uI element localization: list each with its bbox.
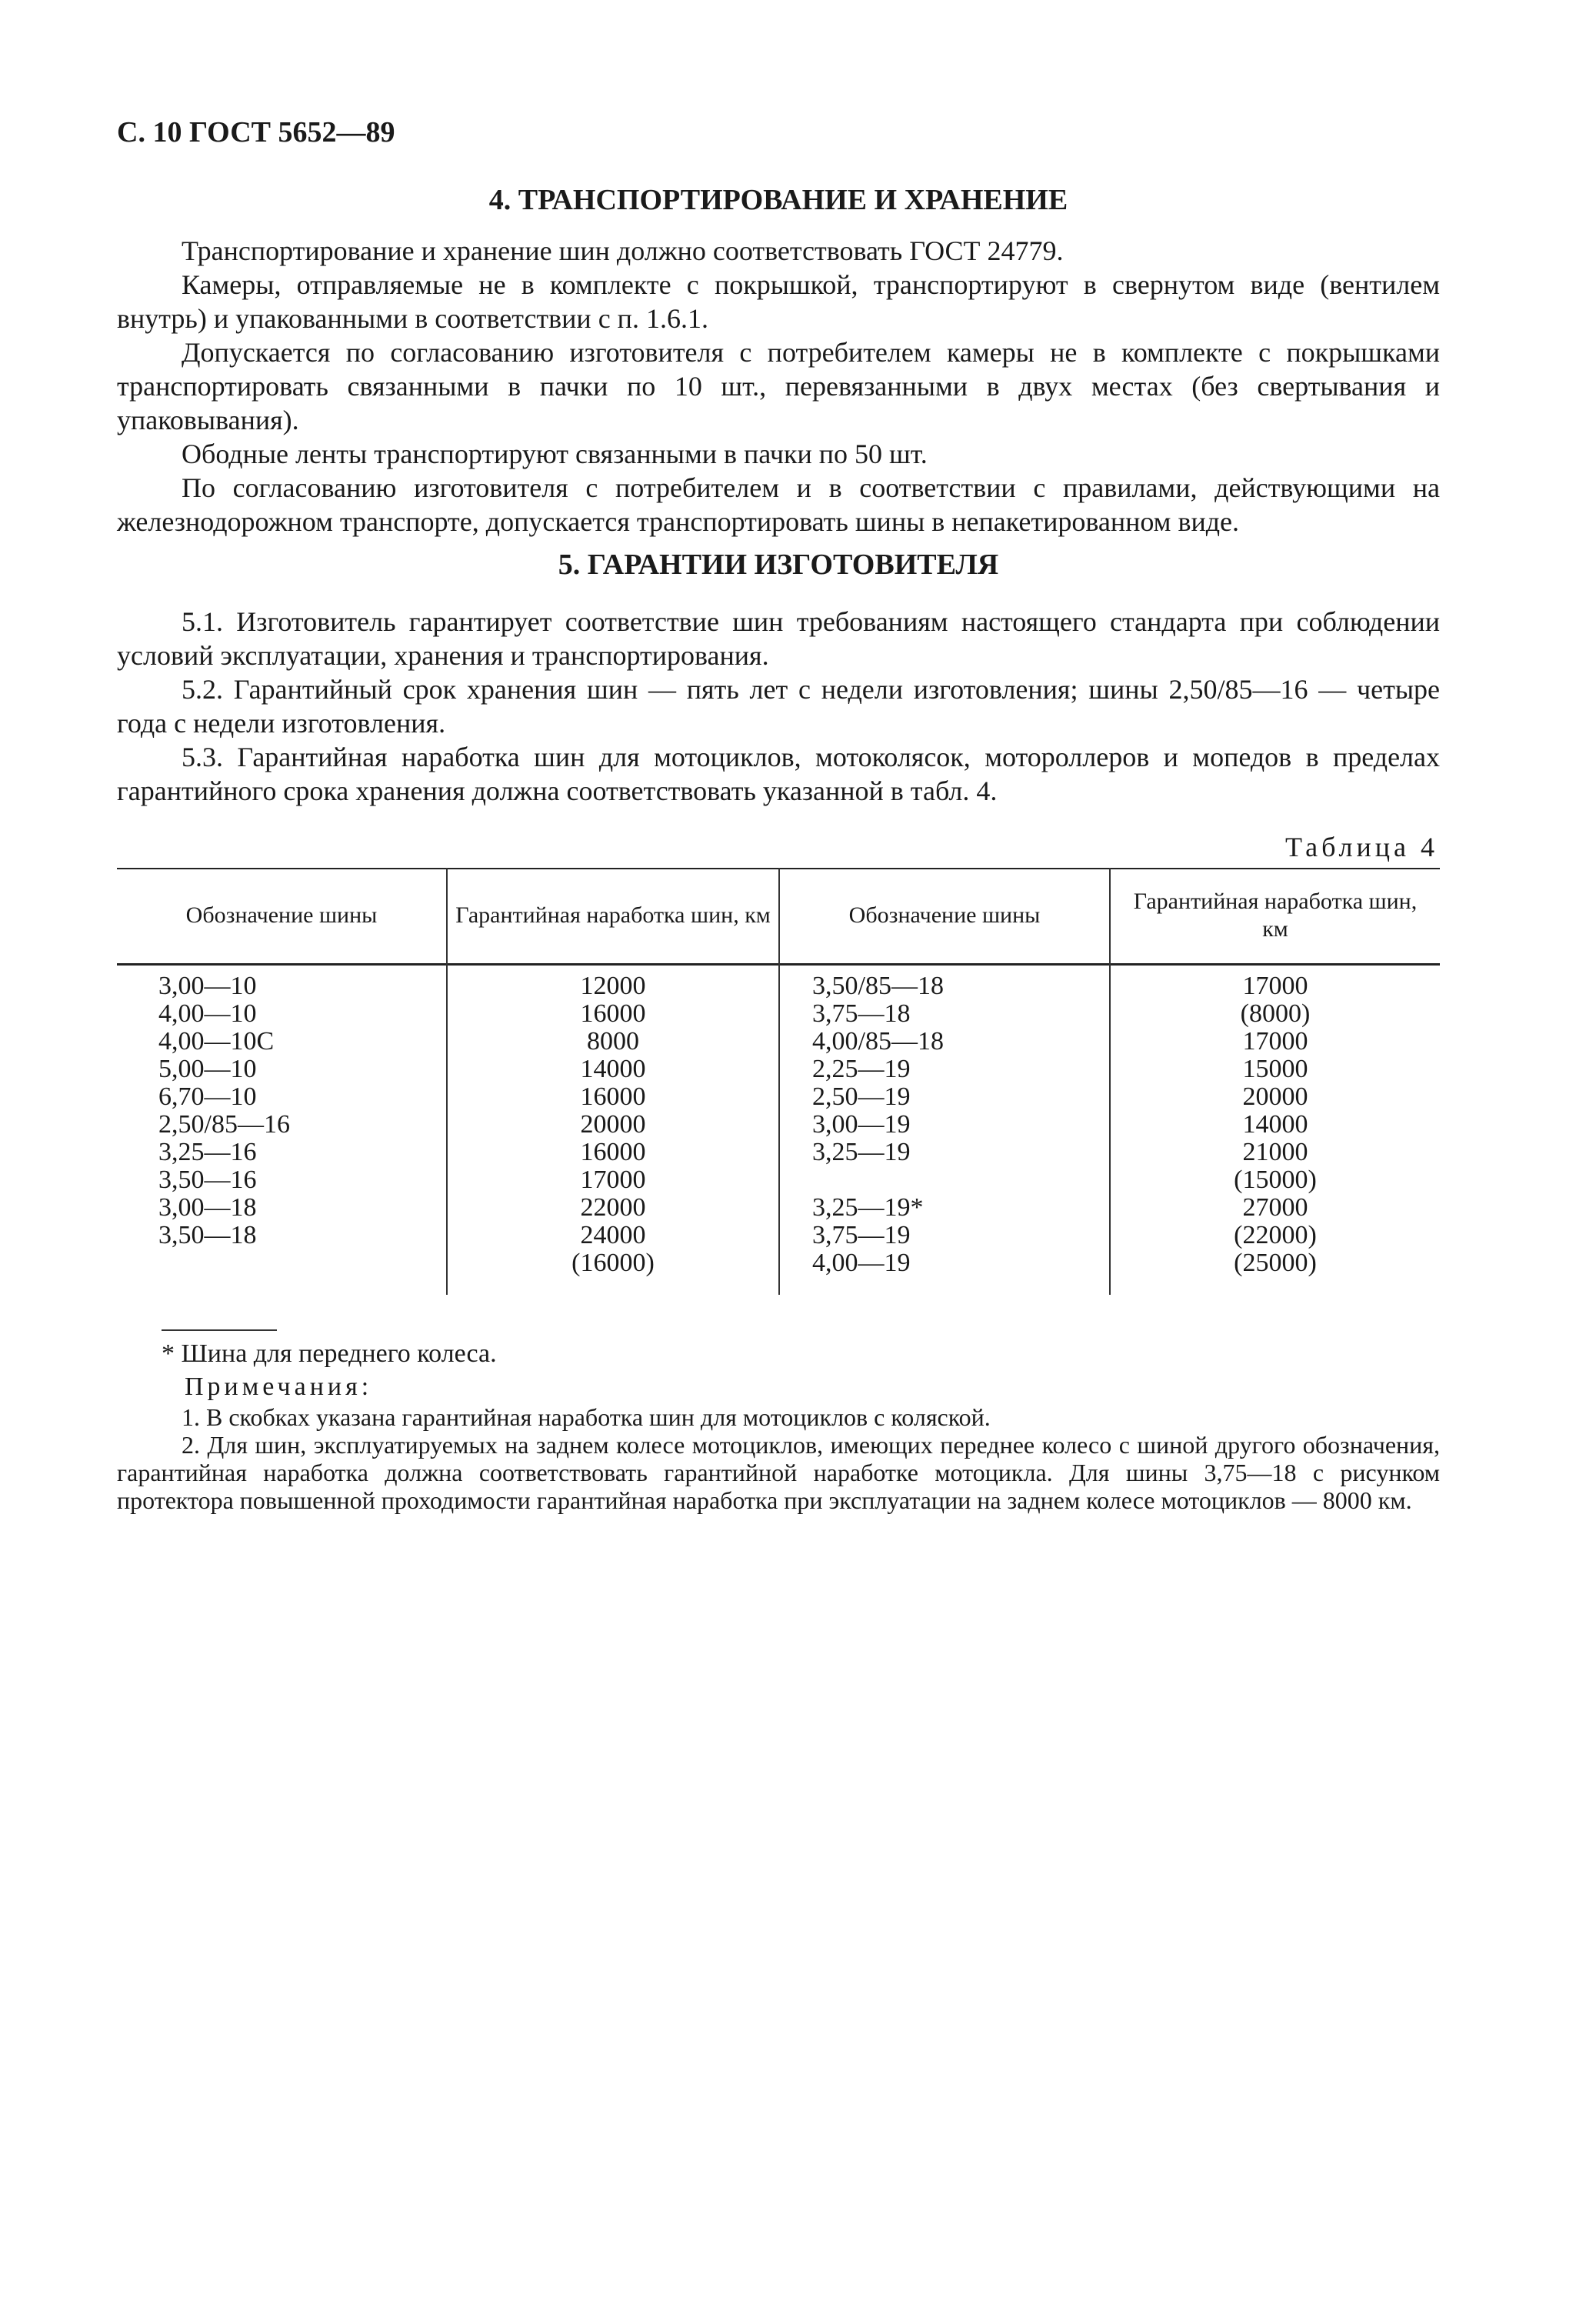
table-cell: 4,00/85—18 — [812, 1027, 944, 1056]
table-cell: (22000) — [1234, 1221, 1317, 1249]
section-5-body — [117, 605, 1440, 808]
section-4-body — [117, 234, 1440, 539]
column-tire-designation — [158, 972, 290, 1277]
table-cell: (16000) — [571, 1249, 655, 1277]
header-tire-designation: Обозначение шины — [185, 902, 378, 928]
table-cell: 5,00—10 — [158, 1055, 257, 1083]
table-cell: 3,00—18 — [158, 1193, 257, 1222]
column-warranty-km — [1111, 972, 1440, 1277]
table-cell: 3,75—19 — [812, 1221, 911, 1249]
table-cell: 4,00—10С — [158, 1027, 275, 1056]
paragraph: Камеры, отправляемые не в комплекте с покрышкой, транспортируют в свернутом виде (вентилем внутрь) и упакованными в соответствии с п. 1.6.1. — [117, 269, 1440, 334]
table-cell: 22000 — [580, 1193, 646, 1222]
notes-title: Примечания: — [185, 1372, 373, 1401]
table-cell: (8000) — [1240, 999, 1311, 1028]
table-cell: 2,25—19 — [812, 1055, 911, 1083]
table-cell: 12000 — [580, 972, 646, 1000]
paragraph: Допускается по согласованию изготовителя с потребителем камеры не в комплекте с покрышками транспортировать связанными в пачки по 10 шт., перевязанными в двух местах (без свертывания и упаковывания). — [117, 337, 1440, 435]
table-cell: 3,00—19 — [812, 1110, 911, 1139]
table-cell: 27000 — [1242, 1193, 1308, 1222]
table-cell: 3,25—16 — [158, 1138, 257, 1166]
table-cell — [812, 1166, 944, 1194]
table-cell: 24000 — [580, 1221, 646, 1249]
table-cell: 2,50/85—16 — [158, 1110, 290, 1139]
column-warranty-km — [448, 972, 778, 1277]
table-cell: 3,25—19 — [812, 1138, 911, 1166]
table-cell: 3,50—16 — [158, 1166, 257, 1194]
column-tire-designation — [812, 972, 944, 1277]
section-5-title: 5. ГАРАНТИИ ИЗГОТОВИТЕЛЯ — [558, 549, 999, 581]
header-warranty-km: Гарантийная наработка шин, км — [455, 902, 771, 928]
table-cell: 21000 — [1242, 1138, 1308, 1166]
notes — [117, 1403, 1440, 1514]
table-cell: 2,50—19 — [812, 1082, 911, 1111]
table-cell: 16000 — [580, 999, 646, 1028]
paragraph: Ободные ленты транспортируют связанными в пачки по 50 шт. — [182, 439, 928, 469]
table-cell: 8000 — [587, 1027, 639, 1056]
footnote: * Шина для переднего колеса. — [162, 1339, 497, 1368]
table-cell: 3,50/85—18 — [812, 972, 944, 1000]
table-cell: 16000 — [580, 1082, 646, 1111]
paragraph: По согласованию изготовителя с потребителем и в соответствии с правилами, действующими на железнодорожном транспорте, допускается транспортировать шины в непакетированном виде. — [117, 472, 1440, 537]
table-cell: 3,00—10 — [158, 972, 257, 1000]
table-cell: 3,25—19* — [812, 1193, 924, 1222]
table-cell: 14000 — [1242, 1110, 1308, 1139]
page-header: С. 10 ГОСТ 5652—89 — [117, 116, 395, 148]
footnote-rule — [162, 1329, 277, 1331]
table-cell: 15000 — [1242, 1055, 1308, 1083]
table-cell: 17000 — [1242, 972, 1308, 1000]
paragraph: Транспортирование и хранение шин должно соответствовать ГОСТ 24779. — [182, 235, 1064, 266]
table-cell: 20000 — [580, 1110, 646, 1139]
header-tire-designation: Обозначение шины — [848, 902, 1041, 928]
paragraph: 5.3. Гарантийная наработка шин для мотоциклов, мотоколясок, мотороллеров и мопедов в пределах гарантийного срока хранения должна соответствовать указанной в табл. 4. — [117, 742, 1440, 806]
table-cell: 3,50—18 — [158, 1221, 257, 1249]
paragraph: 5.1. Изготовитель гарантирует соответствие шин требованиям настоящего стандарта при соблюдении условий эксплуатации, хранения и транспортирования. — [117, 606, 1440, 671]
note-item: 2. Для шин, эксплуатируемых на заднем колесе мотоциклов, имеющих переднее колесо с шиной другого обозначения, гарантийная наработка должна соответствовать гарантийной наработке мотоцикла. Для шины 3,75—18 с рисунком протектора повышенной проходимости гарантийная наработка при эксплуатации на заднем колесе мотоциклов — 8000 км. — [117, 1431, 1440, 1514]
note-item: 1. В скобках указана гарантийная наработка шин для мотоциклов с коляской. — [182, 1403, 991, 1431]
table-cell: 3,75—18 — [812, 999, 911, 1028]
table-cell: 20000 — [1242, 1082, 1308, 1111]
table-cell: 14000 — [580, 1055, 646, 1083]
table-cell: 17000 — [1242, 1027, 1308, 1056]
table-cell: 6,70—10 — [158, 1082, 257, 1111]
section-4-title: 4. ТРАНСПОРТИРОВАНИЕ И ХРАНЕНИЕ — [488, 184, 1068, 216]
table-cell: (25000) — [1234, 1249, 1317, 1277]
table-cell: 4,00—10 — [158, 999, 257, 1028]
table-cell: (15000) — [1234, 1166, 1317, 1194]
paragraph: 5.2. Гарантийный срок хранения шин — пять лет с недели изготовления; шины 2,50/85—16 — четыре года с недели изготовления. — [117, 674, 1440, 739]
table-cell: 17000 — [580, 1166, 646, 1194]
header-warranty-km: Гарантийная наработка шин, км — [1133, 889, 1418, 942]
table-cell: 16000 — [580, 1138, 646, 1166]
warranty-table — [117, 868, 1440, 1295]
table-caption: Таблица 4 — [1285, 832, 1438, 862]
table-cell — [158, 1249, 290, 1277]
table-cell: 4,00—19 — [812, 1249, 911, 1277]
